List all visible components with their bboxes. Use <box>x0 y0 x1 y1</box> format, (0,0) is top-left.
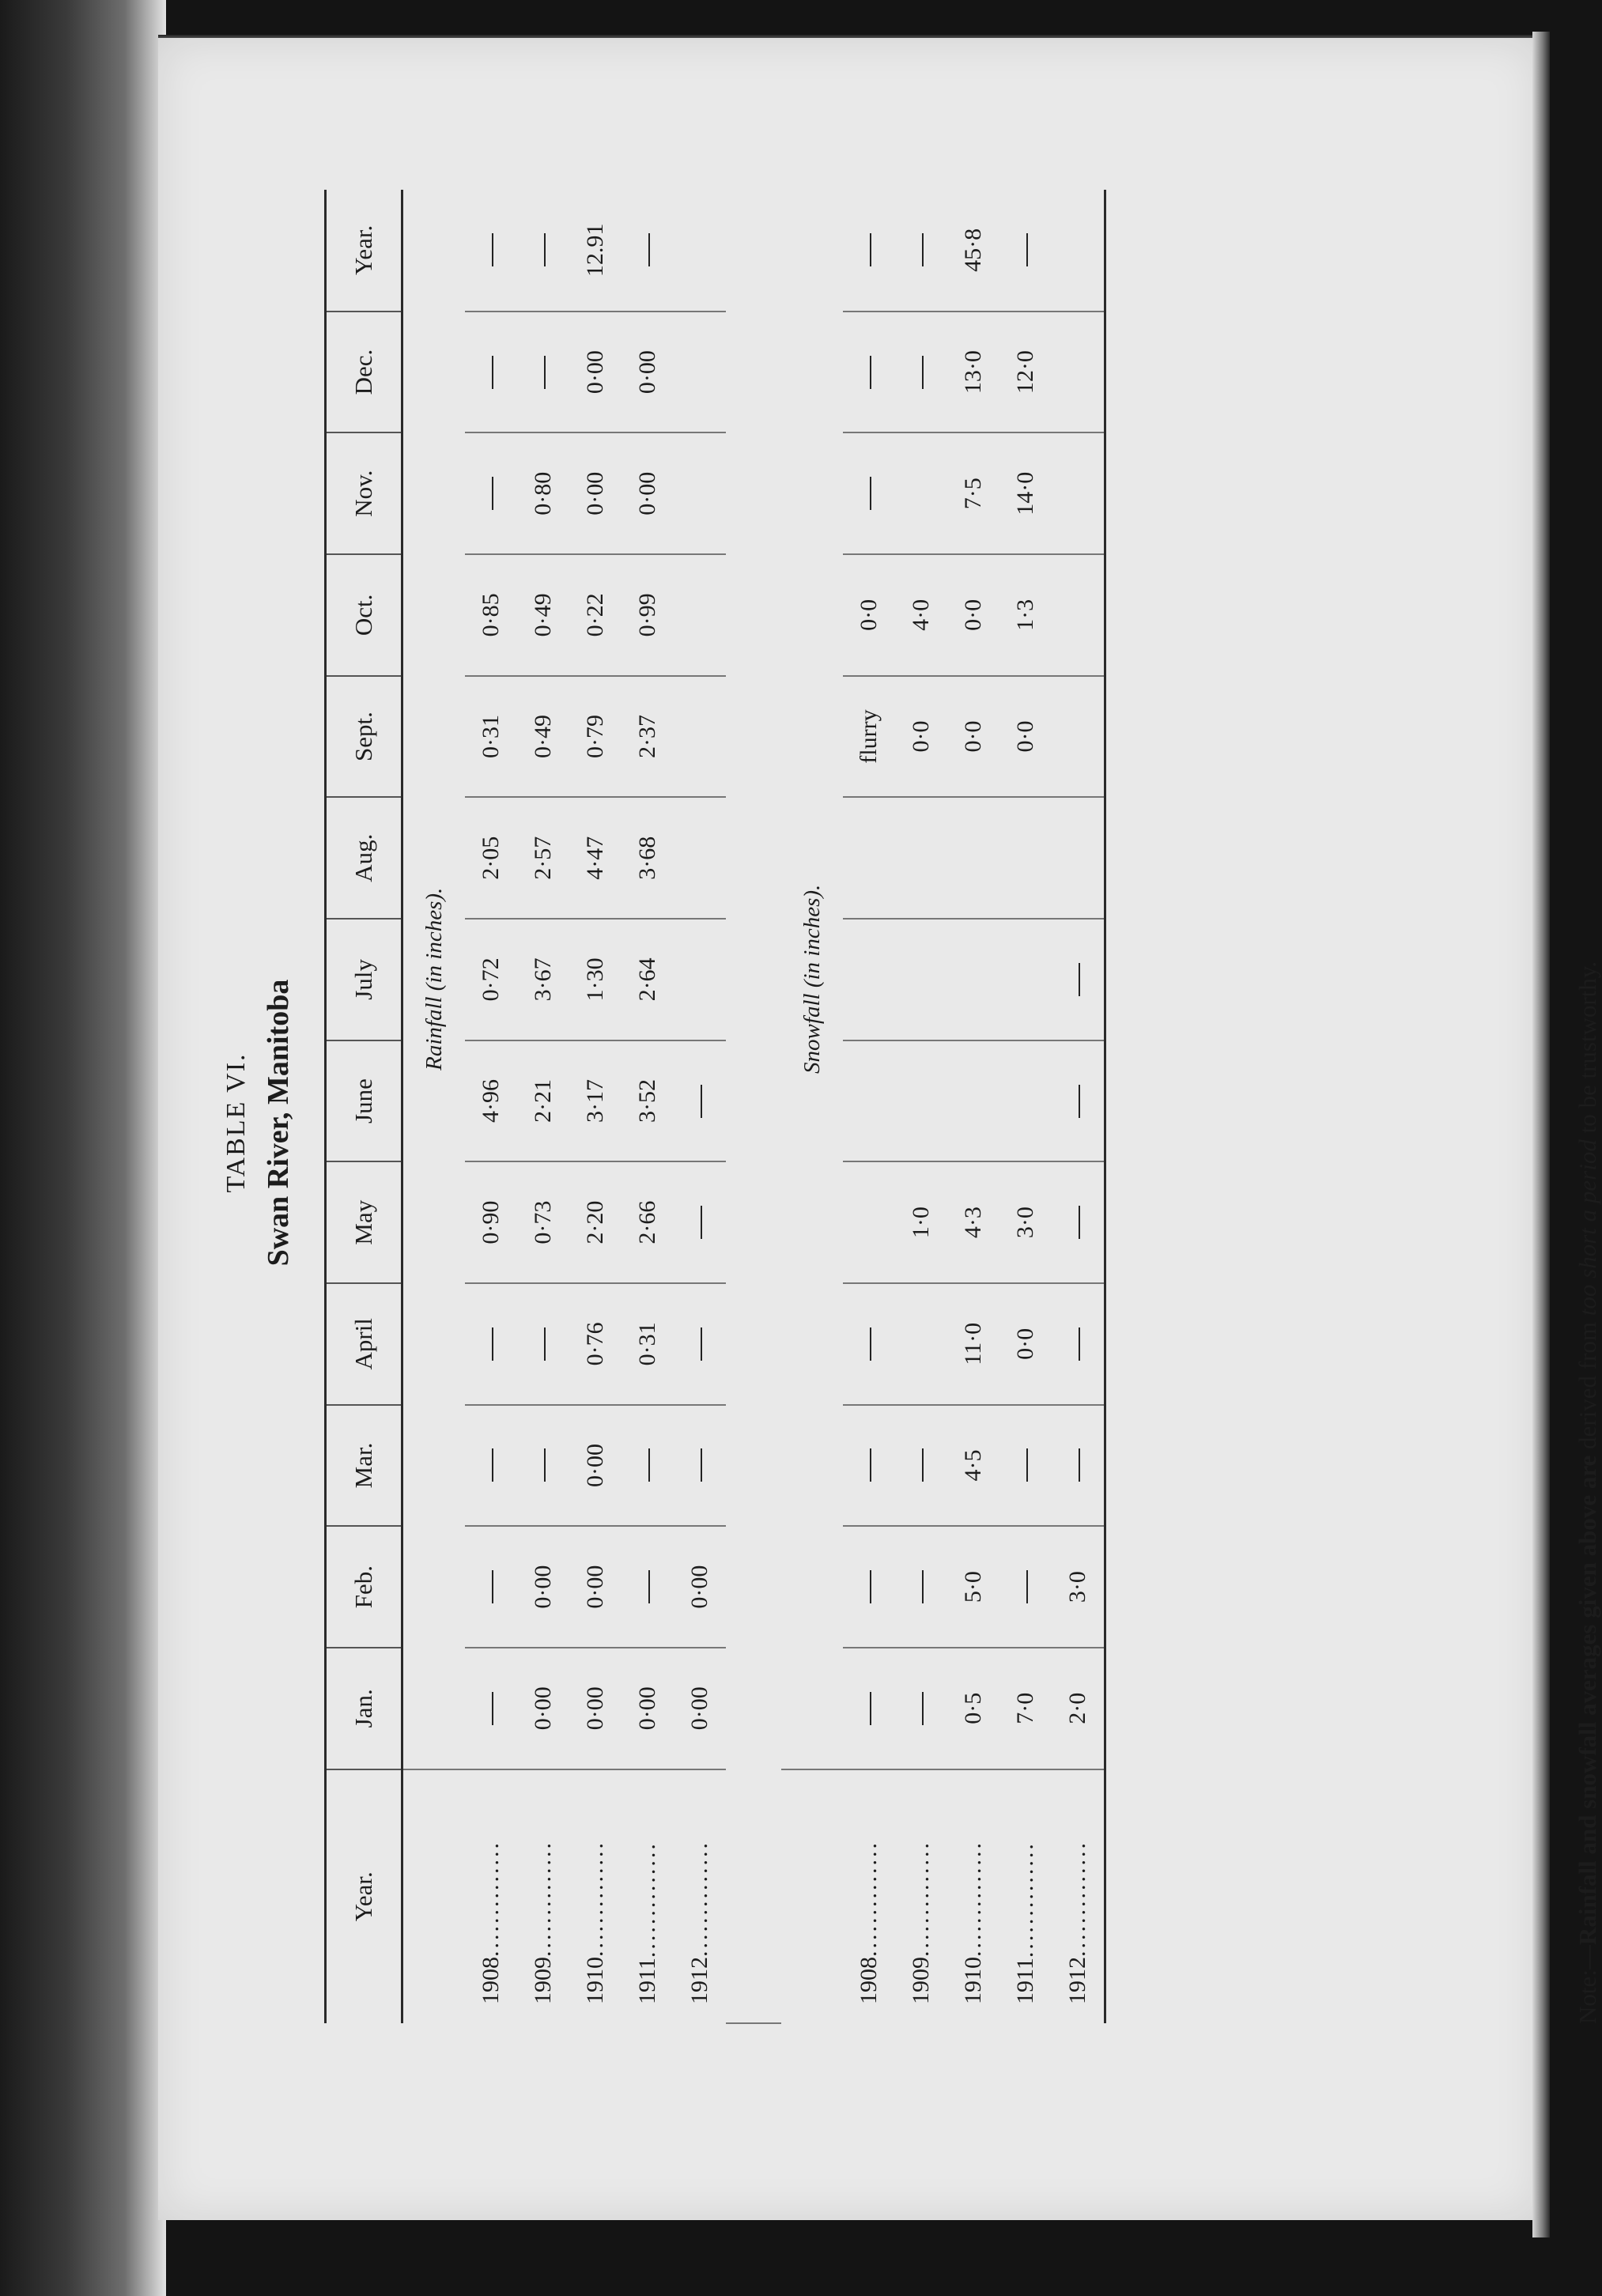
value-cell <box>843 1526 895 1648</box>
note-bold-text: Rainfall and snowfall averages given above are <box>1574 1455 1601 1946</box>
dash-mark <box>1026 233 1028 266</box>
note-suffix: to be trustworthy. <box>1574 961 1601 1140</box>
value-cell <box>895 1283 947 1405</box>
value-cell <box>999 1405 1052 1527</box>
value-cell: 2·05 <box>465 797 517 919</box>
value-cell: 0·90 <box>465 1161 517 1283</box>
dash-mark <box>1079 1206 1080 1239</box>
value-cell: 0·00 <box>622 432 674 554</box>
value-cell <box>895 1526 947 1648</box>
value-cell: 0·00 <box>517 1526 569 1648</box>
value-cell: 2·64 <box>622 919 674 1040</box>
year-cell <box>465 1769 517 2023</box>
table-row <box>895 190 947 2023</box>
value-cell: 0·00 <box>622 312 674 433</box>
value-cell <box>465 1648 517 1769</box>
value-cell: 2·20 <box>569 1161 622 1283</box>
value-cell: 4·5 <box>947 1405 999 1527</box>
value-cell <box>674 676 726 798</box>
value-cell: 0·31 <box>622 1283 674 1405</box>
dash-mark <box>1079 1085 1080 1118</box>
value-cell <box>674 797 726 919</box>
leader-dots: .............. <box>1012 1841 1038 1958</box>
value-cell <box>843 432 895 554</box>
note-mid-text: derived from <box>1574 1316 1601 1456</box>
table-row <box>843 190 895 2023</box>
table-row <box>1052 190 1105 2023</box>
value-cell: 0·00 <box>674 1526 726 1648</box>
value-cell <box>895 312 947 433</box>
value-cell: 14·0 <box>999 432 1052 554</box>
column-header: Feb. <box>326 1526 402 1648</box>
dash-mark <box>492 356 493 389</box>
year-cell <box>843 1769 895 2023</box>
table-row <box>674 190 726 2023</box>
column-header: July <box>326 919 402 1040</box>
value-cell <box>1052 312 1105 433</box>
value-cell: 1·30 <box>569 919 622 1040</box>
value-cell <box>674 432 726 554</box>
value-cell: 0·0 <box>999 1283 1052 1405</box>
value-cell <box>999 1040 1052 1162</box>
value-cell: 0·73 <box>517 1161 569 1283</box>
value-cell <box>517 312 569 433</box>
value-cell: 0·76 <box>569 1283 622 1405</box>
value-cell <box>674 1283 726 1405</box>
value-cell <box>895 190 947 312</box>
value-cell <box>1052 1283 1105 1405</box>
year-cell <box>569 1769 622 2023</box>
value-cell <box>674 1405 726 1527</box>
column-header: May <box>326 1161 402 1283</box>
column-header: Dec. <box>326 312 402 433</box>
dash-mark <box>870 1327 871 1361</box>
column-header: Aug. <box>326 797 402 919</box>
value-cell: 5·0 <box>947 1526 999 1648</box>
value-cell <box>999 797 1052 919</box>
value-cell <box>674 1161 726 1283</box>
year-label: 1911 <box>634 1958 660 2004</box>
table-title: TABLE VI. <box>221 1052 251 1193</box>
column-header: Mar. <box>326 1405 402 1527</box>
value-cell <box>674 919 726 1040</box>
value-cell <box>465 312 517 433</box>
value-cell: 0·00 <box>517 1648 569 1769</box>
dash-mark <box>492 1692 493 1725</box>
value-cell: 3·0 <box>1052 1526 1105 1648</box>
dash-mark <box>492 477 493 510</box>
value-cell: 12·0 <box>999 312 1052 433</box>
dash-mark <box>922 233 924 266</box>
value-cell: 0·80 <box>517 432 569 554</box>
dash-mark <box>648 1570 650 1603</box>
dash-mark <box>922 356 924 389</box>
year-cell <box>674 1769 726 2023</box>
year-cell <box>947 1769 999 2023</box>
note-italic-text: too short a period <box>1574 1139 1601 1316</box>
value-cell: 1·3 <box>999 554 1052 676</box>
value-cell <box>1052 919 1105 1040</box>
dash-mark <box>701 1327 702 1361</box>
value-cell <box>947 797 999 919</box>
column-header: Sept. <box>326 676 402 798</box>
value-cell: 0·85 <box>465 554 517 676</box>
table-row <box>622 190 674 2023</box>
dash-mark <box>922 1570 924 1603</box>
dash-mark <box>544 1448 546 1482</box>
value-cell <box>947 1040 999 1162</box>
value-cell <box>947 919 999 1040</box>
dash-mark <box>701 1448 702 1482</box>
book-spine <box>0 0 166 2296</box>
value-cell: 12.91 <box>569 190 622 312</box>
column-header: Oct. <box>326 554 402 676</box>
dash-mark <box>544 356 546 389</box>
column-header: Year. <box>326 190 402 312</box>
leader-dots: .............. <box>1064 1841 1090 1957</box>
value-cell: 13·0 <box>947 312 999 433</box>
year-label: 1908 <box>856 1957 882 2004</box>
value-cell: 0·0 <box>895 676 947 798</box>
value-cell: 45·8 <box>947 190 999 312</box>
value-cell: 1·0 <box>895 1161 947 1283</box>
dash-mark <box>544 1327 546 1361</box>
dash-mark <box>1079 1448 1080 1482</box>
value-cell <box>843 1405 895 1527</box>
value-cell: 3·68 <box>622 797 674 919</box>
value-cell: 0·00 <box>674 1648 726 1769</box>
value-cell <box>1052 554 1105 676</box>
year-label: 1910 <box>960 1957 986 2004</box>
value-cell: 0·49 <box>517 676 569 798</box>
value-cell: 0·00 <box>569 312 622 433</box>
value-cell <box>895 1648 947 1769</box>
value-cell: 7·5 <box>947 432 999 554</box>
value-cell: 0·00 <box>569 1648 622 1769</box>
section-heading-spacer <box>781 1769 843 2023</box>
dash-mark <box>870 1570 871 1603</box>
value-cell: 3·17 <box>569 1040 622 1162</box>
value-cell <box>1052 676 1105 798</box>
table-header-row <box>326 190 402 2023</box>
dash-mark <box>492 233 493 266</box>
value-cell: 0·31 <box>465 676 517 798</box>
value-cell <box>465 1526 517 1648</box>
value-cell <box>999 1526 1052 1648</box>
year-cell <box>999 1769 1052 2023</box>
value-cell <box>622 1405 674 1527</box>
value-cell: 7·0 <box>999 1648 1052 1769</box>
dash-mark <box>492 1570 493 1603</box>
section-spacer <box>726 190 781 2023</box>
value-cell <box>465 432 517 554</box>
year-label: 1912 <box>686 1957 712 2004</box>
value-cell <box>843 1040 895 1162</box>
value-cell <box>517 1405 569 1527</box>
value-cell <box>517 1283 569 1405</box>
value-cell: 0·49 <box>517 554 569 676</box>
leader-dots: .............. <box>856 1841 882 1957</box>
dash-mark <box>1079 963 1080 996</box>
value-cell: 0·99 <box>622 554 674 676</box>
dash-mark <box>1079 1327 1080 1361</box>
value-cell <box>1052 1161 1105 1283</box>
dash-mark <box>492 1327 493 1361</box>
dash-mark <box>544 233 546 266</box>
value-cell <box>843 190 895 312</box>
dash-mark <box>1026 1448 1028 1482</box>
year-label: 1909 <box>530 1957 556 2004</box>
dash-mark <box>870 356 871 389</box>
table-row <box>999 190 1052 2023</box>
value-cell <box>843 919 895 1040</box>
table-row <box>569 190 622 2023</box>
dash-mark <box>701 1085 702 1118</box>
value-cell: 3·67 <box>517 919 569 1040</box>
note-prefix: Note:— <box>1574 1945 1601 2024</box>
year-label: 1910 <box>582 1957 608 2004</box>
leader-dots: .............. <box>960 1841 986 1957</box>
dash-mark <box>648 1448 650 1482</box>
value-cell <box>674 554 726 676</box>
table-row <box>947 190 999 2023</box>
leader-dots: .............. <box>686 1841 712 1957</box>
value-cell <box>674 312 726 433</box>
table-row <box>517 190 569 2023</box>
value-cell: 2·57 <box>517 797 569 919</box>
dash-mark <box>922 1448 924 1482</box>
year-cell <box>517 1769 569 2023</box>
value-cell: 4·0 <box>895 554 947 676</box>
column-header: Jan. <box>326 1648 402 1769</box>
value-cell: 2·66 <box>622 1161 674 1283</box>
year-cell <box>1052 1769 1105 2023</box>
value-cell <box>517 190 569 312</box>
value-cell: 11·0 <box>947 1283 999 1405</box>
value-cell <box>1052 1405 1105 1527</box>
leader-dots: .............. <box>478 1841 504 1957</box>
climate-table <box>324 190 1106 2024</box>
leader-dots: .............. <box>582 1841 608 1957</box>
value-cell <box>622 1526 674 1648</box>
value-cell <box>843 1283 895 1405</box>
dash-mark <box>870 1448 871 1482</box>
value-cell: 3·0 <box>999 1161 1052 1283</box>
value-cell <box>895 797 947 919</box>
value-cell: 0·00 <box>622 1648 674 1769</box>
rainfall-section-heading: Rainfall (in inches). <box>402 190 466 1769</box>
value-cell: 0·5 <box>947 1648 999 1769</box>
leader-dots: .............. <box>530 1841 556 1957</box>
value-cell <box>674 1040 726 1162</box>
value-cell: 2·0 <box>1052 1648 1105 1769</box>
value-cell: 3·52 <box>622 1040 674 1162</box>
value-cell: 0·0 <box>947 676 999 798</box>
value-cell <box>843 1161 895 1283</box>
value-cell: 0·0 <box>843 554 895 676</box>
snowfall-section-heading: Snowfall (in inches). <box>781 190 843 1769</box>
value-cell <box>843 1648 895 1769</box>
value-cell: 0·00 <box>569 1405 622 1527</box>
leader-dots: .............. <box>908 1841 934 1957</box>
value-cell: 0·00 <box>569 1526 622 1648</box>
dash-mark <box>492 1448 493 1482</box>
value-cell <box>465 1283 517 1405</box>
value-cell <box>674 190 726 312</box>
dash-mark <box>701 1206 702 1239</box>
value-cell <box>622 190 674 312</box>
value-cell <box>1052 190 1105 312</box>
column-header: Year. <box>326 1769 402 2023</box>
column-header: June <box>326 1040 402 1162</box>
value-cell <box>843 312 895 433</box>
value-cell <box>895 1040 947 1162</box>
value-cell <box>895 919 947 1040</box>
dash-mark <box>870 233 871 266</box>
value-cell: 0·72 <box>465 919 517 1040</box>
value-cell: 0·00 <box>569 432 622 554</box>
year-label: 1909 <box>908 1957 934 2004</box>
year-cell <box>622 1769 674 2023</box>
value-cell: 0·79 <box>569 676 622 798</box>
value-cell: 4·3 <box>947 1161 999 1283</box>
value-cell <box>1052 797 1105 919</box>
value-cell <box>1052 1040 1105 1162</box>
value-cell: flurry <box>843 676 895 798</box>
table-row <box>465 190 517 2023</box>
dash-mark <box>648 233 650 266</box>
column-header: April <box>326 1283 402 1405</box>
dash-mark <box>922 1692 924 1725</box>
year-label: 1911 <box>1012 1958 1038 2004</box>
dash-mark <box>870 477 871 510</box>
value-cell: 4·96 <box>465 1040 517 1162</box>
year-cell <box>895 1769 947 2023</box>
value-cell: 0·0 <box>947 554 999 676</box>
value-cell <box>895 1405 947 1527</box>
value-cell <box>895 432 947 554</box>
value-cell <box>465 1405 517 1527</box>
value-cell <box>465 190 517 312</box>
value-cell: 2·21 <box>517 1040 569 1162</box>
section-heading-spacer <box>402 1769 466 2023</box>
value-cell <box>999 919 1052 1040</box>
value-cell: 2·37 <box>622 676 674 798</box>
dash-mark <box>1026 1570 1028 1603</box>
column-header: Nov. <box>326 432 402 554</box>
value-cell <box>999 190 1052 312</box>
table-subtitle: Swan River, Manitoba <box>262 979 295 1267</box>
rotated-table-page <box>206 79 1601 2166</box>
value-cell: 0·0 <box>999 676 1052 798</box>
value-cell: 4·47 <box>569 797 622 919</box>
year-label: 1908 <box>478 1957 504 2004</box>
value-cell <box>843 797 895 919</box>
year-label: 1912 <box>1064 1957 1090 2004</box>
leader-dots: .............. <box>634 1841 660 1958</box>
dash-mark <box>870 1692 871 1725</box>
table-note <box>1574 190 1602 2024</box>
value-cell: 0·22 <box>569 554 622 676</box>
value-cell <box>1052 432 1105 554</box>
